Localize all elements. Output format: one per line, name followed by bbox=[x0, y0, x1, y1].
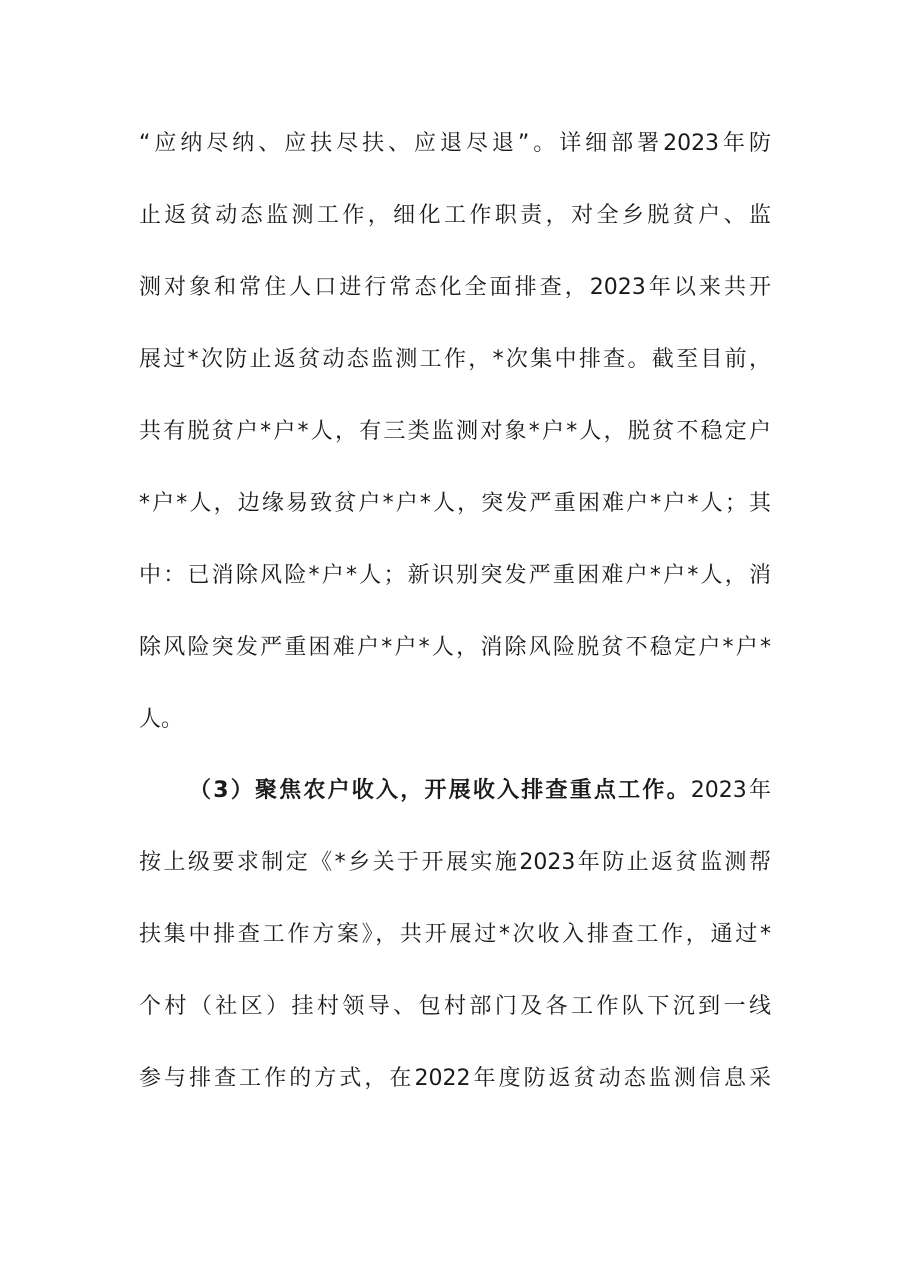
section-heading-line bbox=[189, 771, 771, 811]
paragraph-line: 止返贫动态监测工作，细化工作职责，对全乡脱贫户、监 bbox=[139, 203, 771, 228]
paragraph-line: 个村（社区）挂村领导、包村部门及各工作队下沉到一线 bbox=[139, 994, 771, 1019]
paragraph-line: 除风险突发严重困难户*户*人，消除风险脱贫不稳定户*户* bbox=[139, 635, 771, 660]
paragraph-line: 人。 bbox=[139, 707, 184, 732]
paragraph-line: “应纳尽纳、应扶尽扶、应退尽退”。详细部署2023年防 bbox=[139, 131, 771, 156]
paragraph-line: 参与排查工作的方式，在2022年度防返贫动态监测信息采 bbox=[139, 1066, 771, 1091]
paragraph-line: *户*人，边缘易致贫户*户*人，突发严重困难户*户*人；其 bbox=[139, 491, 771, 516]
section-heading: （3）聚焦农户收入，开展收入排查重点工作。 bbox=[189, 778, 691, 803]
paragraph-line: 共有脱贫户*户*人，有三类监测对象*户*人，脱贫不稳定户 bbox=[139, 419, 771, 444]
paragraph-line: 展过*次防止返贫动态监测工作，*次集中排查。截至目前， bbox=[139, 347, 771, 372]
paragraph-line: 测对象和常住人口进行常态化全面排查，2023年以来共开 bbox=[139, 275, 771, 300]
paragraph-line: 中：已消除风险*户*人；新识别突发严重困难户*户*人，消 bbox=[139, 563, 771, 588]
paragraph-line: 扶集中排查工作方案》，共开展过*次收入排查工作，通过* bbox=[139, 922, 771, 947]
heading-line-rest: 2023年 bbox=[690, 778, 771, 803]
paragraph-line: 按上级要求制定《*乡关于开展实施2023年防止返贫监测帮 bbox=[139, 850, 771, 875]
